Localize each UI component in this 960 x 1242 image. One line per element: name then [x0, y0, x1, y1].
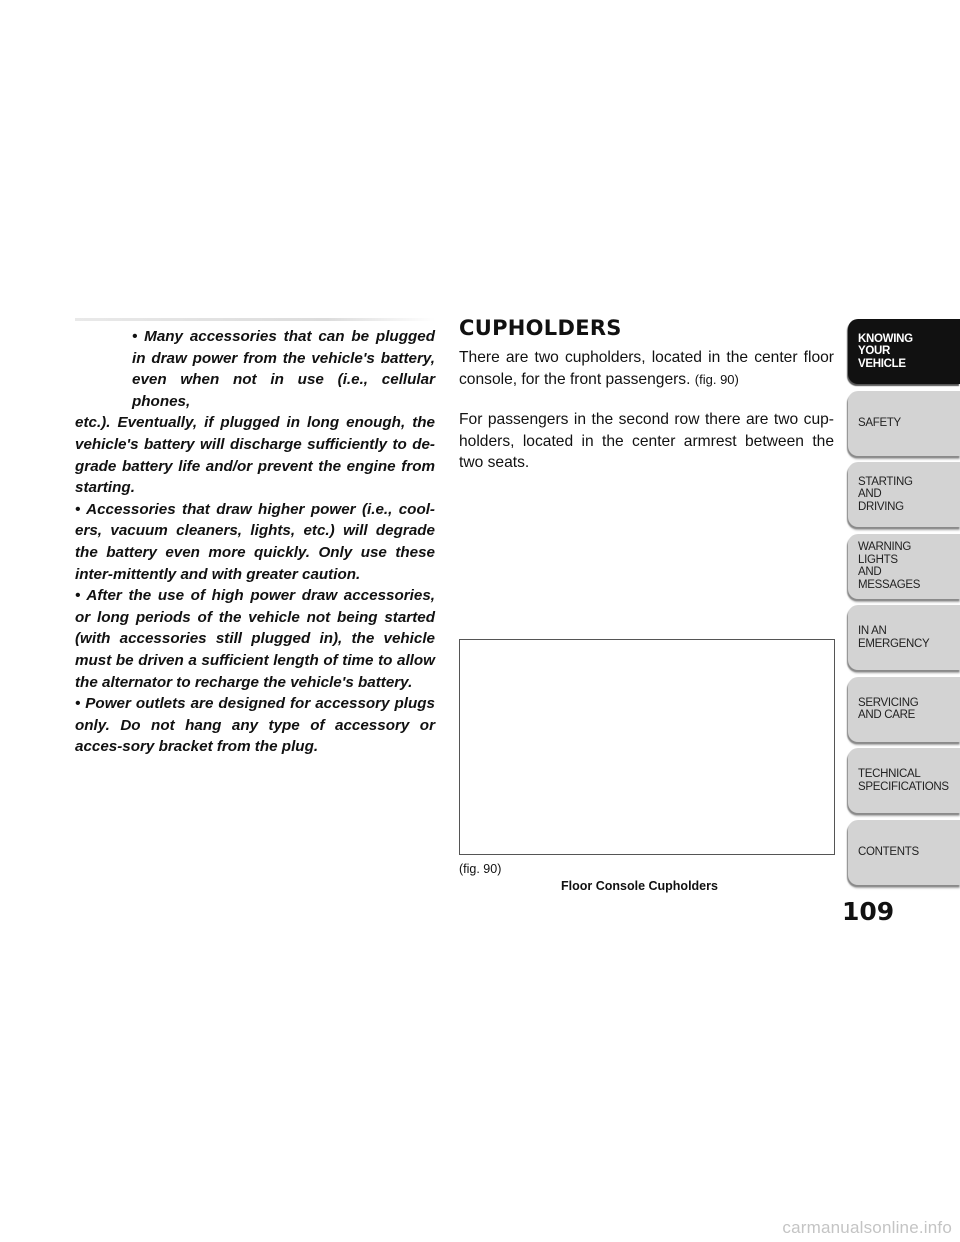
- warning-item-4: • Power outlets are designed for accessory plugs only. Do not hang any type of accessory or acces-sory bracket from the plug.: [75, 695, 435, 756]
- cupholder-paragraph-2: For passengers in the second row there are two cup-holders, located in the center armrest between the two seats.: [459, 411, 834, 471]
- warning-item-2: • Accessories that draw higher power (i.e., cool-ers, vacuum cleaners, lights, etc.) will degrade the battery even more quickly. Only use these inter-mittently and with greater caution.: [75, 500, 435, 583]
- figure-label: (fig. 90): [459, 862, 502, 876]
- tab-servicing-and-care[interactable]: SERVICING AND CARE: [848, 677, 960, 742]
- tab-starting-and-driving[interactable]: STARTING AND DRIVING: [848, 462, 960, 527]
- section-heading: CUPHOLDERS: [459, 316, 622, 340]
- page-number: 109: [842, 897, 895, 926]
- paragraph-1-text: There are two cupholders, located in the center floor console, for the front passengers.: [459, 349, 834, 388]
- chapter-tabs: [848, 319, 960, 891]
- figure-image-frame: [459, 639, 835, 855]
- warning-top-rule: [75, 318, 435, 321]
- tab-contents[interactable]: CONTENTS: [848, 820, 960, 885]
- footer-watermark: carmanualsonline.info: [782, 1218, 952, 1237]
- warning-box: [75, 326, 435, 758]
- tab-safety[interactable]: SAFETY: [848, 391, 960, 456]
- warning-item-3: • After the use of high power draw accessories, or long periods of the vehicle not being started (with accessories still plugged in), the vehicle must be driven a sufficient length of time to allow the alternator to recharge the vehicle's battery.: [75, 587, 435, 691]
- tab-technical-specifications[interactable]: TECHNICAL SPECIFICATIONS: [848, 748, 960, 813]
- figure-caption: Floor Console Cupholders: [561, 879, 718, 893]
- warning-item-1-start: • Many accessories that can be plugged in draw power from the vehicle's battery, even when not in use (i.e., cellular phones,: [132, 328, 435, 410]
- figure-reference[interactable]: (fig. 90): [694, 371, 739, 387]
- tab-knowing-your-vehicle[interactable]: KNOWING YOUR VEHICLE: [848, 319, 960, 384]
- tab-in-an-emergency[interactable]: IN AN EMERGENCY: [848, 605, 960, 670]
- tab-warning-lights-and-messages[interactable]: WARNING LIGHTS AND MESSAGES: [848, 534, 960, 599]
- cupholder-paragraph-1: [459, 347, 834, 390]
- warning-item-1-continued: etc.). Eventually, if plugged in long enough, the vehicle's battery will discharge sufficiently to de-grade battery life and/or prevent the engine from starting.: [75, 414, 435, 497]
